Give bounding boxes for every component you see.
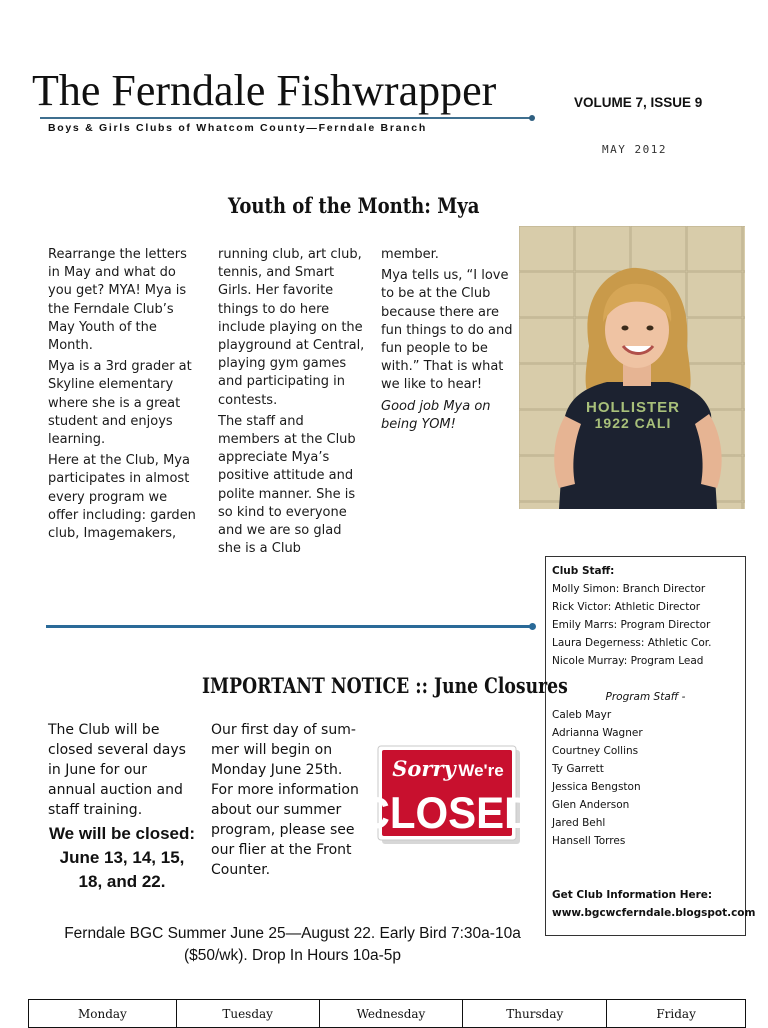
closed-sign-graphic bbox=[359, 744, 535, 846]
program-staff-member: Adrianna Wagner bbox=[552, 727, 643, 739]
table-row bbox=[29, 1000, 746, 1028]
article-paragraph: Mya is a 3rd grader at Skyline elementary where she is a great student and enjoys learning. bbox=[48, 359, 192, 448]
schedule-table bbox=[28, 999, 746, 1028]
club-info-heading: Get Club Information Here: bbox=[552, 889, 713, 901]
staff-member: Molly Simon: Branch Director bbox=[552, 583, 706, 595]
sign-word-sorry: Sorry bbox=[392, 756, 456, 781]
article-paragraph: Mya tells us, “I love to be at the Club because there are fun things to do and fun people to be with.” That is what we like to hear! bbox=[381, 268, 513, 393]
day-header-monday: Monday bbox=[29, 1000, 177, 1028]
shirt-text-line-1: HOLLISTER bbox=[586, 399, 680, 416]
staff-member: Laura Degerness: Athletic Cor. bbox=[552, 637, 712, 649]
day-header-tuesday: Tuesday bbox=[176, 1000, 319, 1028]
article-paragraph: member. bbox=[381, 247, 439, 262]
spacer bbox=[552, 670, 739, 688]
article-column-2 bbox=[218, 246, 368, 561]
article-paragraph: Here at the Club, Mya participates in almost every program we offer including: garden club, Imagemakers, bbox=[48, 453, 196, 542]
staff-member: Rick Victor: Athletic Director bbox=[552, 601, 701, 613]
day-header-friday: Friday bbox=[607, 1000, 746, 1028]
spacer bbox=[552, 868, 739, 886]
sign-word-were: We're bbox=[458, 761, 504, 780]
closed-sign bbox=[359, 744, 535, 846]
notice-column-1: The Club will be closed several days in June for our annual auction and staff training. bbox=[48, 722, 186, 818]
notice-heading: IMPORTANT NOTICE :: June Closures bbox=[202, 673, 568, 698]
notice-column-2: Our first day of sum-mer will begin on Monday June 25th. For more information about our summer program, please see our flier at the Front Counter. bbox=[211, 722, 359, 878]
summer-info: Ferndale BGC Summer June 25—August 22. Early Bird 7:30a-10a ($50/wk). Drop In Hours 10a-5p bbox=[64, 925, 521, 964]
issue-date: MAY 2012 bbox=[602, 143, 667, 156]
article-paragraph: running club, art club, tennis, and Smart Girls. Her favorite things to do here include playing on the playground at Central, playing gym games and participating in contests. bbox=[218, 247, 365, 408]
closed-dates: We will be closed: June 13, 14, 15, 18, and 22. bbox=[48, 824, 196, 891]
program-staff-heading: Program Staff - bbox=[605, 691, 686, 703]
program-staff-member: Jessica Bengston bbox=[552, 781, 641, 793]
program-staff-member: Hansell Torres bbox=[552, 835, 626, 847]
masthead-rule bbox=[40, 117, 532, 119]
article-column-3 bbox=[381, 246, 515, 437]
program-staff-member: Caleb Mayr bbox=[552, 709, 612, 721]
article-paragraph: The staff and members at the Club appreciate Mya’s positive attitude and polite manner. She is so kind to everyone and we are so glad she is a Club bbox=[218, 413, 356, 557]
staff-heading: Club Staff: bbox=[552, 565, 615, 577]
staff-member: Nicole Murray: Program Lead bbox=[552, 655, 704, 667]
program-staff-member: Jared Behl bbox=[552, 817, 606, 829]
article-paragraph: Rearrange the letters in May and what do you get? MYA! Mya is the Ferndale Club’s May Youth of the Month. bbox=[48, 247, 187, 354]
youth-photo-illustration bbox=[519, 226, 745, 509]
spacer bbox=[552, 850, 739, 868]
club-info-url[interactable]: www.bgcwcferndale.blogspot.com bbox=[552, 907, 756, 919]
masthead-subtitle: Boys & Girls Clubs of Whatcom County—Ferndale Branch bbox=[48, 122, 427, 134]
volume-issue: VOLUME 7, ISSUE 9 bbox=[574, 95, 703, 110]
staff-member: Emily Marrs: Program Director bbox=[552, 619, 711, 631]
day-header-wednesday: Wednesday bbox=[319, 1000, 463, 1028]
staff-sidebar bbox=[545, 556, 756, 936]
program-staff-member: Courtney Collins bbox=[552, 745, 639, 757]
youth-of-month-heading: Youth of the Month: Mya bbox=[228, 193, 480, 218]
newsletter-title: The Ferndale Fishwrapper bbox=[32, 66, 497, 115]
youth-photo bbox=[519, 226, 745, 509]
program-staff-member: Ty Garrett bbox=[552, 763, 604, 775]
article-closing-italic: Good job Mya on being YOM! bbox=[381, 398, 491, 432]
sign-word-closed: CLOSED bbox=[359, 789, 535, 839]
section-rule bbox=[46, 625, 533, 628]
day-header-thursday: Thursday bbox=[463, 1000, 607, 1028]
program-staff-member: Glen Anderson bbox=[552, 799, 630, 811]
article-column-1 bbox=[48, 246, 198, 546]
shirt-text-line-2: 1922 CALI bbox=[594, 415, 672, 431]
